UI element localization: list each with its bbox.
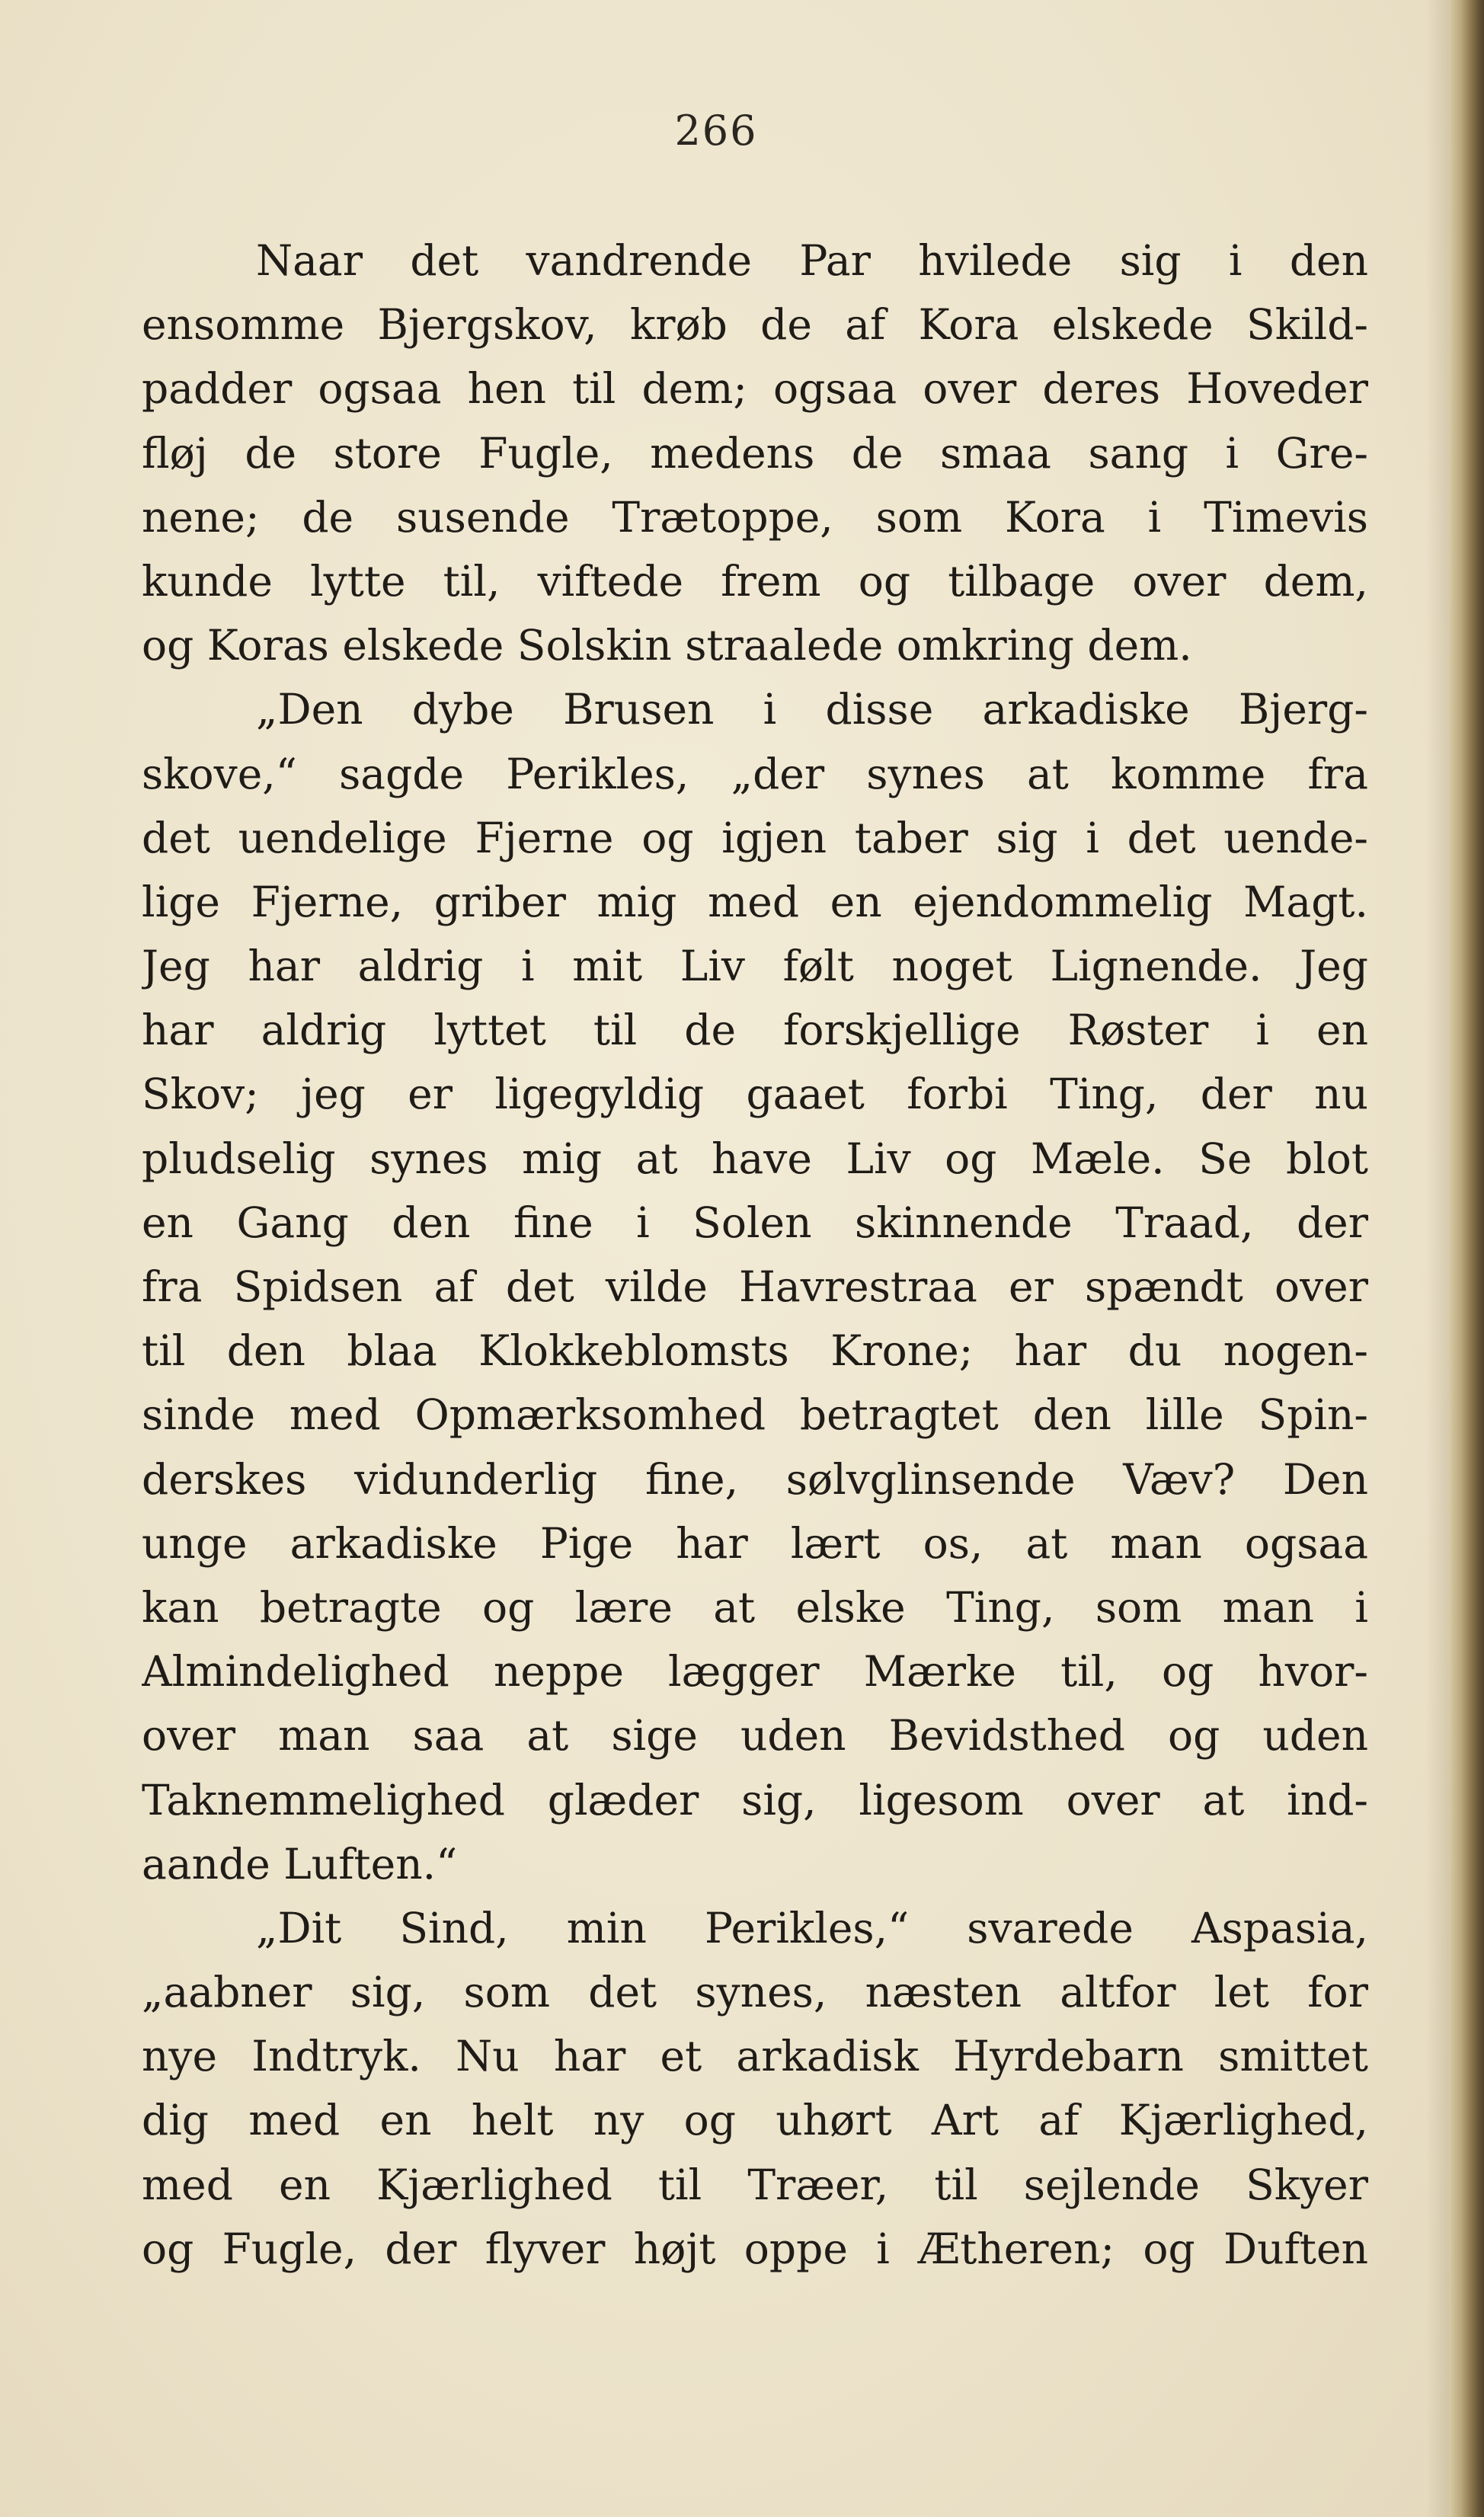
text-line: pludselig synes mig at have Liv og Mæle. Se blot xyxy=(142,1134,1368,1183)
text-line: og Koras elskede Solskin straalede omkring dem. xyxy=(142,621,1192,670)
text-line: aande Luften.“ xyxy=(142,1839,458,1889)
text-line: til den blaa Klokkeblomsts Krone; har du nogen- xyxy=(142,1326,1368,1376)
text-line: det uendelige Fjerne og igjen taber sig i det uende- xyxy=(142,813,1368,862)
text-line: Jeg har aldrig i mit Liv følt noget Lignende. Jeg xyxy=(142,942,1368,991)
text-line: kunde lytte til, viftede frem og tilbage over dem, xyxy=(142,556,1368,606)
page-edge xyxy=(1449,0,1484,2517)
text-line: padder ogsaa hen til dem; ogsaa over deres Hoveder xyxy=(142,364,1368,414)
text-line: Skov; jeg er ligegyldig gaaet forbi Ting, der nu xyxy=(142,1070,1368,1119)
text-line: kan betragte og lære at elske Ting, som man i xyxy=(142,1582,1368,1632)
page-number: 266 xyxy=(674,107,758,155)
text-line: skove,“ sagde Perikles, „der synes at komme fra xyxy=(142,749,1368,798)
page-edge-shadow xyxy=(1426,0,1449,2517)
text-line: nye Indtryk. Nu har et arkadisk Hyrdebarn smittet xyxy=(142,2032,1368,2081)
text-line: Almindelighed neppe lægger Mærke til, og hvor- xyxy=(142,1647,1368,1697)
text-line: har aldrig lyttet til de forskjellige Røster i en xyxy=(142,1006,1368,1055)
text-line: og Fugle, der flyver højt oppe i Ætheren; og Duften xyxy=(142,2224,1368,2273)
text-line: „Den dybe Brusen i disse arkadiske Bjerg- xyxy=(256,685,1368,734)
text-line: en Gang den fine i Solen skinnende Traad, der xyxy=(142,1198,1368,1247)
text-line: „Dit Sind, min Perikles,“ svarede Aspasia, xyxy=(256,1903,1368,1953)
text-line: nene; de susende Trætoppe, som Kora i Timevis xyxy=(142,492,1368,542)
text-line: dig med en helt ny og uhørt Art af Kjærlighed, xyxy=(142,2096,1368,2145)
text-line: ensomme Bjergskov, krøb de af Kora elskede Skild- xyxy=(142,300,1368,350)
text-line: over man saa at sige uden Bevidsthed og uden xyxy=(142,1711,1368,1761)
text-line: lige Fjerne, griber mig med en ejendommelig Magt. xyxy=(142,877,1368,926)
text-line: fløj de store Fugle, medens de smaa sang i Gre- xyxy=(142,428,1368,478)
text-line: derskes vidunderlig fine, sølvglinsende Væv? Den xyxy=(142,1454,1368,1504)
text-line: med en Kjærlighed til Træer, til sejlende Skyer xyxy=(142,2160,1368,2209)
text-line: „aabner sig, som det synes, næsten altfor let for xyxy=(142,1968,1368,2017)
text-line: Naar det vandrende Par hvilede sig i den xyxy=(256,236,1368,285)
body-text xyxy=(142,229,1368,2281)
text-line: sinde med Opmærksomhed betragtet den lille Spin- xyxy=(142,1390,1368,1440)
text-line: Taknemmelighed glæder sig, ligesom over at ind- xyxy=(142,1775,1368,1825)
text-line: fra Spidsen af det vilde Havrestraa er spændt over xyxy=(142,1262,1368,1311)
text-line: unge arkadiske Pige har lært os, at man ogsaa xyxy=(142,1518,1368,1568)
